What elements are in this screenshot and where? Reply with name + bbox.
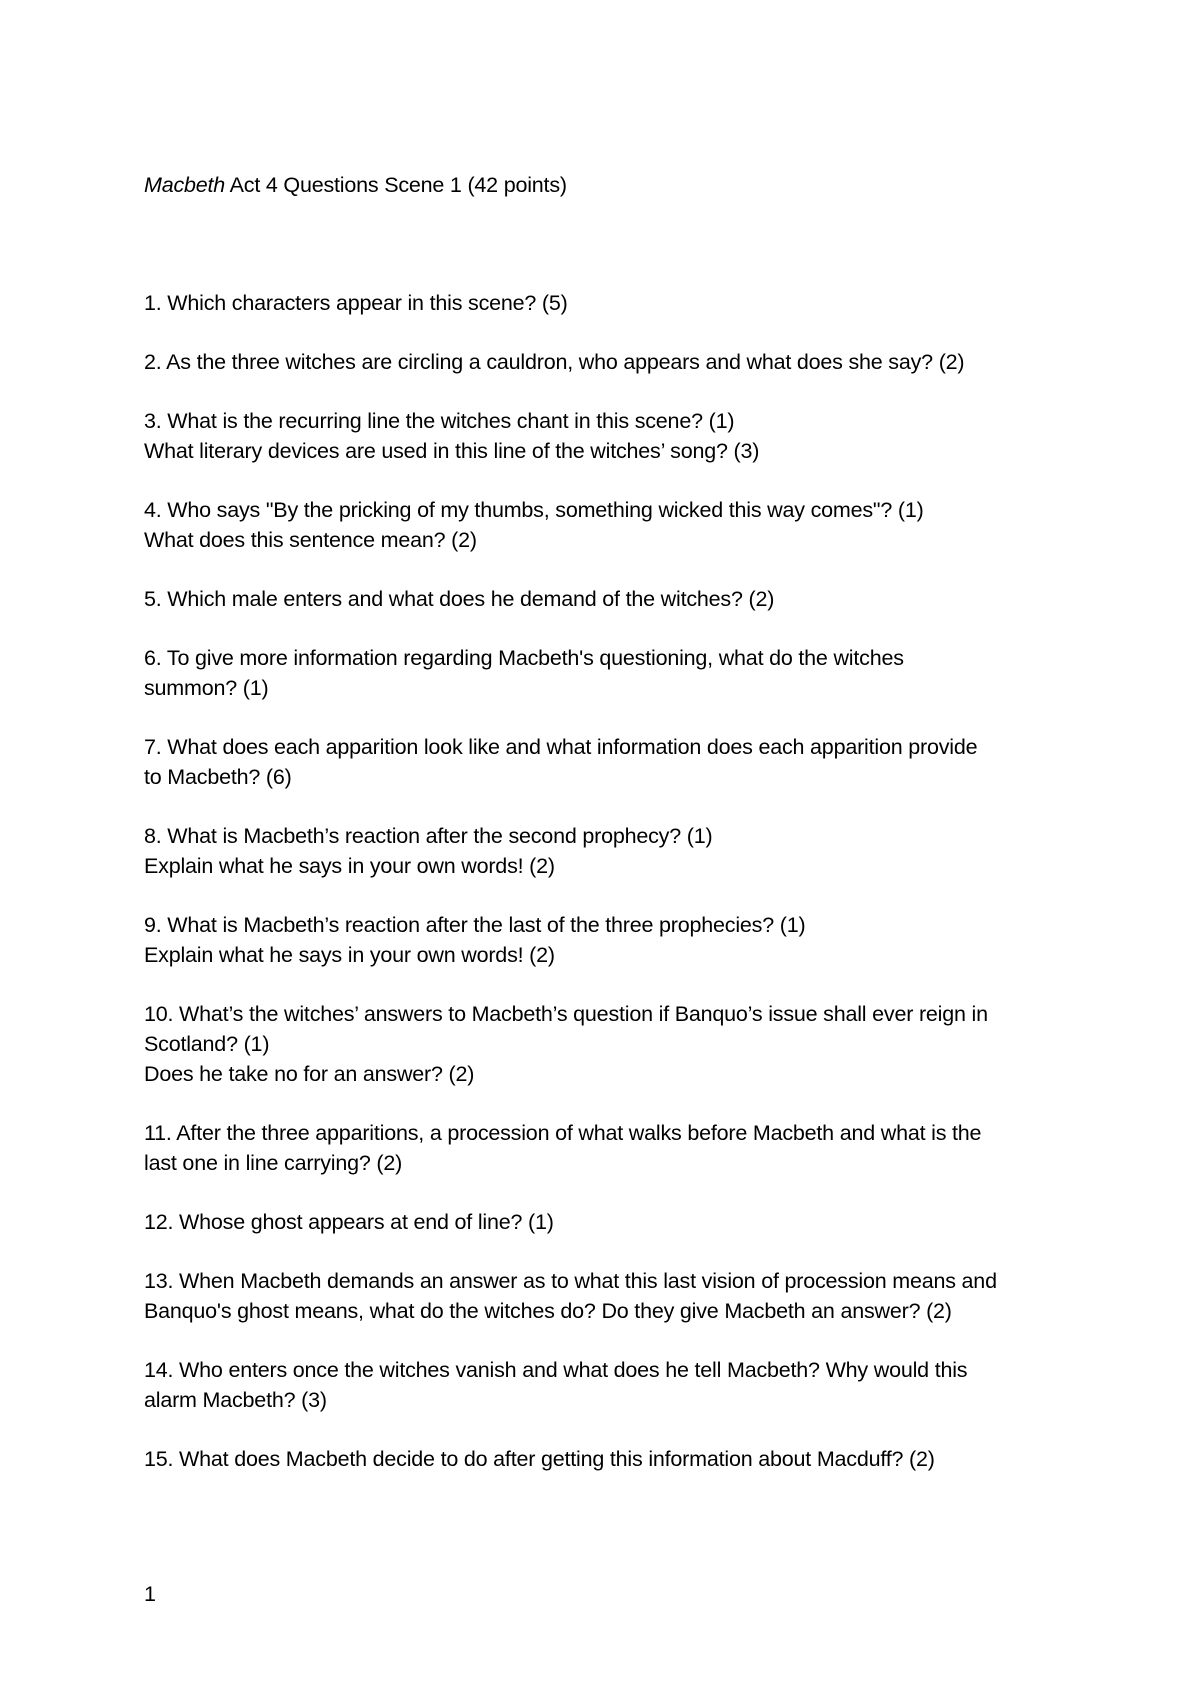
question-line: 12. Whose ghost appears at end of line? (1) — [144, 1210, 554, 1234]
question-line: What literary devices are used in this line of the witches’ song? (3) — [144, 439, 760, 463]
question-item — [144, 1118, 1074, 1178]
question-line: to Macbeth? (6) — [144, 765, 292, 789]
question-item — [144, 347, 1074, 377]
question-line: Does he take no for an answer? (2) — [144, 1062, 475, 1086]
question-line: 11. After the three apparitions, a procession of what walks before Macbeth and what is the — [144, 1121, 982, 1145]
question-line: 8. What is Macbeth’s reaction after the second prophecy? (1) — [144, 824, 713, 848]
question-item — [144, 1207, 1074, 1237]
question-item — [144, 495, 1074, 555]
question-item — [144, 288, 1074, 318]
question-line: 6. To give more information regarding Macbeth's questioning, what do the witches — [144, 646, 904, 670]
question-line: 7. What does each apparition look like and what information does each apparition provide — [144, 735, 978, 759]
question-line: 5. Which male enters and what does he demand of the witches? (2) — [144, 587, 775, 611]
question-line: 10. What’s the witches’ answers to Macbeth’s question if Banquo’s issue shall ever reign in — [144, 1002, 988, 1026]
question-line: 1. Which characters appear in this scene? (5) — [144, 291, 568, 315]
question-line: Explain what he says in your own words! (2) — [144, 854, 555, 878]
question-line: alarm Macbeth? (3) — [144, 1388, 327, 1412]
question-line: 9. What is Macbeth’s reaction after the last of the three prophecies? (1) — [144, 913, 806, 937]
question-line: last one in line carrying? (2) — [144, 1151, 403, 1175]
question-item — [144, 910, 1074, 970]
question-item — [144, 1444, 1074, 1474]
question-item — [144, 999, 1074, 1089]
question-line: Explain what he says in your own words! (2) — [144, 943, 555, 967]
question-line: 2. As the three witches are circling a cauldron, who appears and what does she say? (2) — [144, 350, 965, 374]
question-line: summon? (1) — [144, 676, 269, 700]
question-line: Banquo's ghost means, what do the witches do? Do they give Macbeth an answer? (2) — [144, 1299, 952, 1323]
question-item — [144, 1266, 1074, 1326]
question-line: 14. Who enters once the witches vanish and what does he tell Macbeth? Why would this — [144, 1358, 968, 1382]
question-item — [144, 643, 1074, 703]
question-line: 15. What does Macbeth decide to do after getting this information about Macduff? (2) — [144, 1447, 935, 1471]
title-text: Act 4 Questions Scene 1 (42 points) — [225, 173, 567, 197]
question-item — [144, 584, 1074, 614]
page-title — [144, 170, 1074, 200]
question-item — [144, 406, 1074, 466]
question-item — [144, 1355, 1074, 1415]
question-line: Scotland? (1) — [144, 1032, 270, 1056]
question-line: 4. Who says "By the pricking of my thumbs, something wicked this way comes"? (1) — [144, 498, 924, 522]
question-item — [144, 732, 1074, 792]
page-number: 1 — [144, 1582, 156, 1606]
question-line: 3. What is the recurring line the witches chant in this scene? (1) — [144, 409, 735, 433]
title-play-name: Macbeth — [144, 173, 226, 197]
question-list — [144, 288, 1074, 1474]
question-line: What does this sentence mean? (2) — [144, 528, 477, 552]
question-item — [144, 821, 1074, 881]
question-line: 13. When Macbeth demands an answer as to what this last vision of procession means and — [144, 1269, 997, 1293]
document-body — [144, 170, 1074, 1503]
